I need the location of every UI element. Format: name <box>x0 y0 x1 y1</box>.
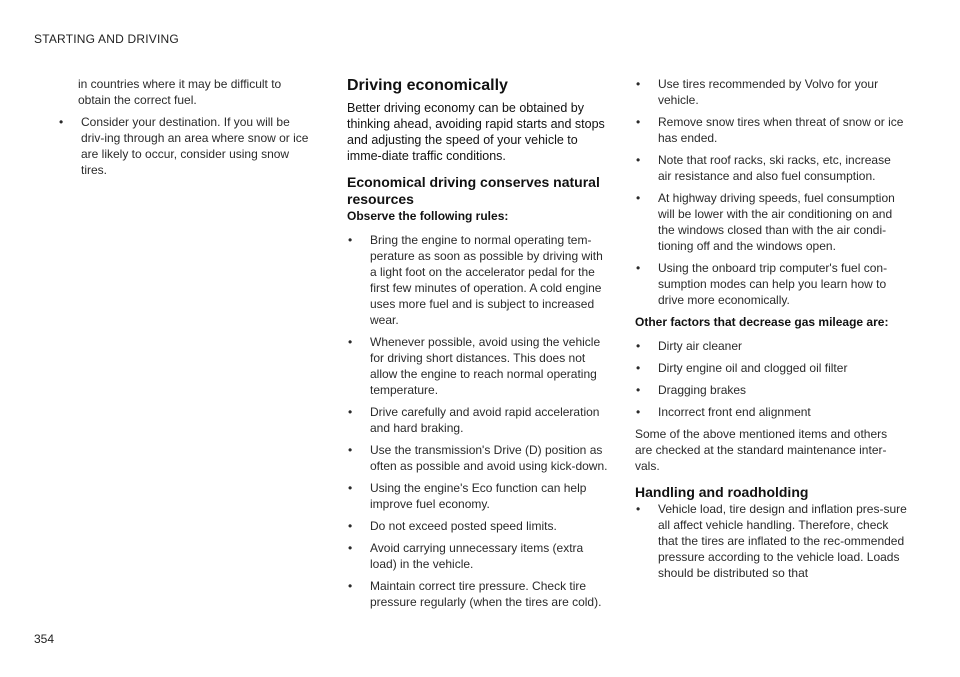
list-item: • Use the transmission's Drive (D) position as often as possible and avoid using kick-down. <box>348 443 608 473</box>
factors-list <box>635 338 907 420</box>
list-item: • Remove snow tires when threat of snow or ice has ended. <box>636 115 904 145</box>
list-item: • Do not exceed posted speed limits. <box>348 519 557 533</box>
rules-heading: Observe the following rules: <box>347 209 509 223</box>
bullet-icon: • <box>636 77 641 91</box>
list-item: • At highway driving speeds, fuel consumption will be lower with the air conditioning on and the windows closed than with the air condi-tioning off and the windows open. <box>636 191 895 253</box>
bullet-icon: • <box>348 405 353 419</box>
list-item: • Incorrect front end alignment <box>636 405 811 419</box>
list-item: • Dirty engine oil and clogged oil filter <box>636 361 848 375</box>
continued-paragraph: in countries where it may be difficult to obtain the correct fuel. <box>78 77 282 107</box>
bullet-icon: • <box>348 519 353 533</box>
handling-list <box>635 501 907 581</box>
bullet-icon: • <box>636 115 641 129</box>
list-item: • Using the onboard trip computer's fuel con-sumption modes can help you learn how to drive more economically. <box>636 261 888 307</box>
bullet-icon: • <box>348 541 353 555</box>
column-1 <box>58 76 310 184</box>
tips-list <box>635 76 907 308</box>
rules-list <box>347 232 612 610</box>
column-2 <box>347 76 612 616</box>
bullet-icon: • <box>636 191 641 205</box>
bullet-icon: • <box>348 335 353 349</box>
bullet-icon: • <box>636 502 641 516</box>
bullet-icon: • <box>348 481 353 495</box>
list-item: • Note that roof racks, ski racks, etc, increase air resistance and also fuel consumption. <box>636 153 891 183</box>
list-item: • Bring the engine to normal operating tem-perature as soon as possible by driving with a light foot on the accelerator pedal for the first few minutes of operation. A cold engine uses more fuel and is subject to increased wear. <box>348 233 603 327</box>
column-3 <box>635 76 907 587</box>
bullet-icon: • <box>636 153 641 167</box>
bullet-icon: • <box>636 339 641 353</box>
bullet-icon: • <box>348 579 353 593</box>
list-item: • Use tires recommended by Volvo for your vehicle. <box>636 77 879 107</box>
list-item: • Vehicle load, tire design and inflation pres-sure all affect vehicle handling. Therefore, check that the tires are inflated to the rec-ommended pressure according to the vehicle load. Loads should be distributed so that <box>636 502 907 580</box>
list-item: • Whenever possible, avoid using the vehicle for driving short distances. This does not allow the engine to reach normal operating temperature. <box>348 335 601 397</box>
list-item: • Consider your destination. If you will be driv-ing through an area where snow or ice are likely to occur, consider using snow tires. <box>59 115 309 177</box>
section-title: Driving economically <box>347 77 508 94</box>
page-number: 354 <box>34 632 55 646</box>
intro-paragraph: Better driving economy can be obtained by thinking ahead, avoiding rapid starts and stops and adjusting the speed of your vehicle to imme-diate traffic conditions. <box>347 101 605 163</box>
list-item: • Drive carefully and avoid rapid acceleration and hard braking. <box>348 405 600 435</box>
list-item: • Using the engine's Eco function can help improve fuel economy. <box>348 481 587 511</box>
bullet-icon: • <box>348 233 353 247</box>
bullet-list <box>58 114 310 178</box>
bullet-icon: • <box>636 405 641 419</box>
maintenance-note: Some of the above mentioned items and others are checked at the standard maintenance inter-vals. <box>635 427 888 473</box>
list-item: • Dirty air cleaner <box>636 339 743 353</box>
running-header: STARTING AND DRIVING <box>34 32 179 46</box>
list-item: • Dragging brakes <box>636 383 747 397</box>
bullet-icon: • <box>636 361 641 375</box>
list-item: • Avoid carrying unnecessary items (extra load) in the vehicle. <box>348 541 584 571</box>
bullet-icon: • <box>348 443 353 457</box>
bullet-icon: • <box>59 115 64 129</box>
subsection-heading: Economical driving conserves natural resources <box>347 174 600 207</box>
handling-heading: Handling and roadholding <box>635 484 809 500</box>
factors-heading: Other factors that decrease gas mileage are: <box>635 315 889 329</box>
bullet-icon: • <box>636 383 641 397</box>
bullet-icon: • <box>636 261 641 275</box>
list-item: • Maintain correct tire pressure. Check tire pressure regularly (when the tires are cold). <box>348 579 602 609</box>
